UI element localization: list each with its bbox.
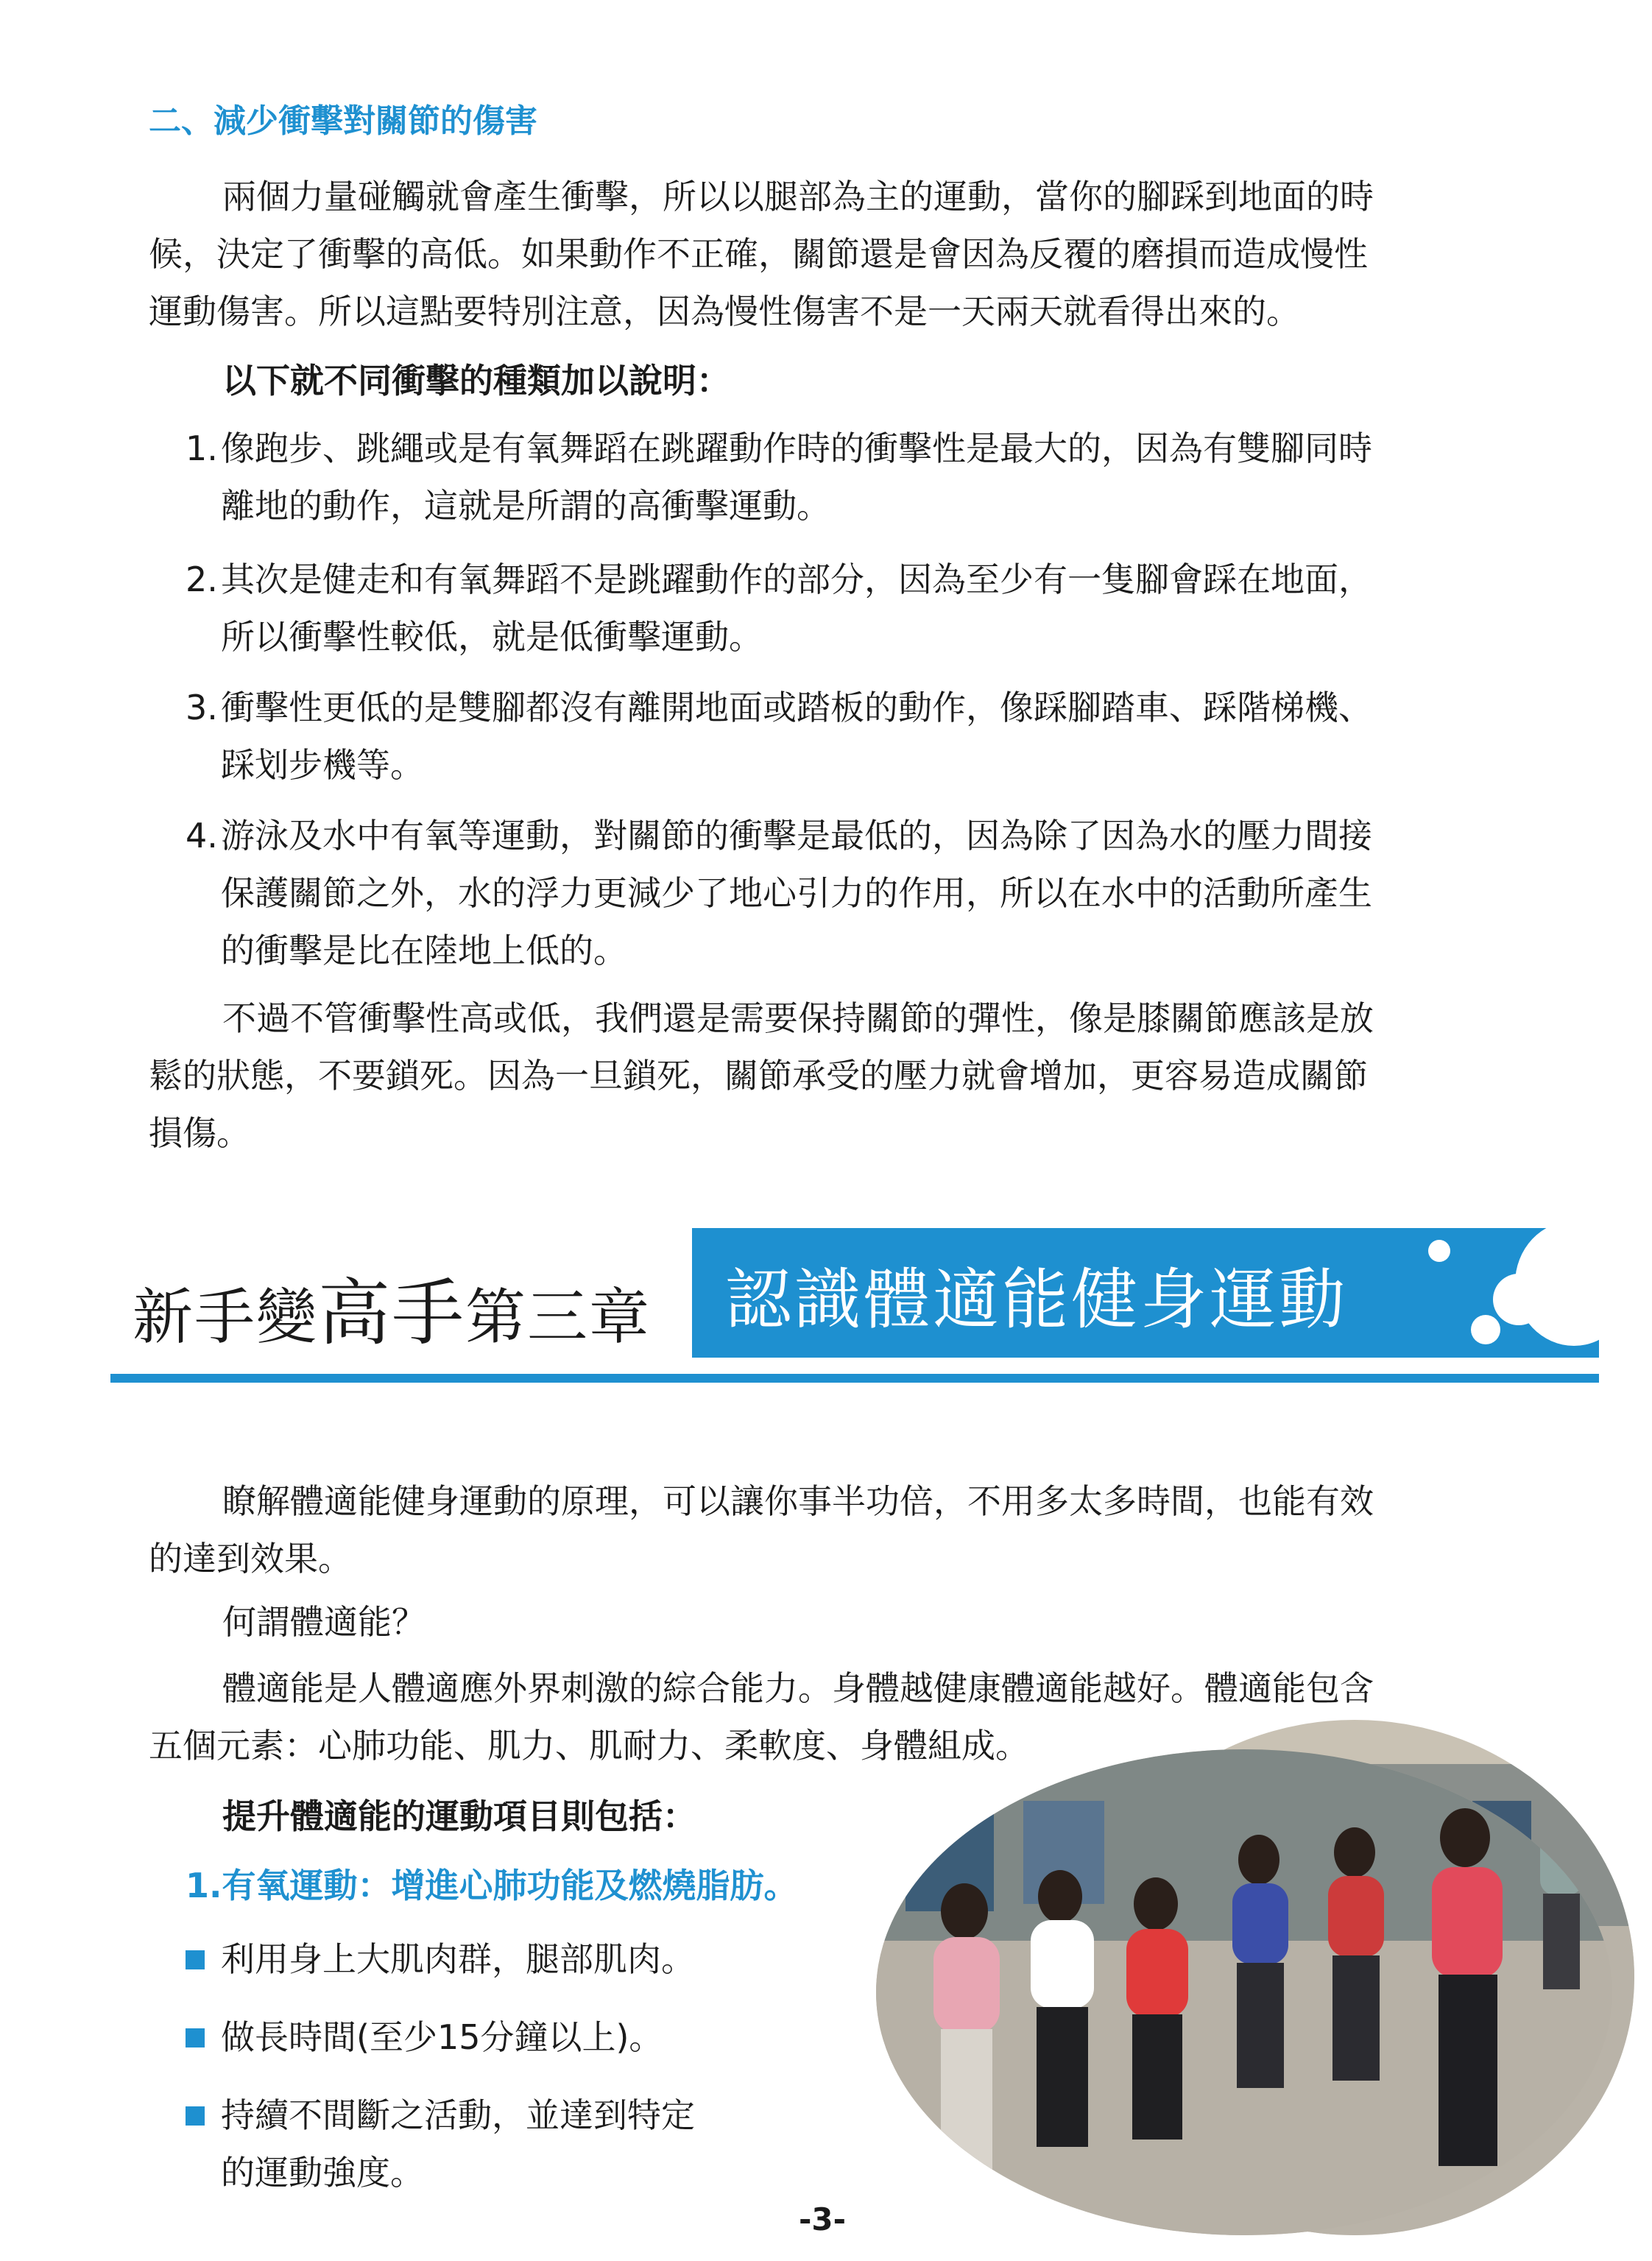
list-item-line: 其次是健走和有氧舞蹈不是跳躍動作的部分，因為至少有一隻腳會踩在地面，: [221, 560, 1372, 599]
photo-illustration: [876, 1749, 1612, 2235]
bullet-item: [186, 1930, 695, 1988]
bullet-text: 的運動強度。: [221, 2153, 424, 2193]
paragraph-principle: [149, 1472, 1533, 1587]
list-item-line: 像跑步、跳繩或是有氧舞蹈在跳躍動作時的衝擊性是最大的，因為有雙腳同時: [221, 428, 1372, 468]
chapter-label-part: 高手: [318, 1271, 466, 1355]
decor-dot: [1471, 1315, 1500, 1344]
paragraph-line: 兩個力量碰觸就會產生衝擊，所以以腿部為主的運動，當你的腳踩到地面的時: [222, 177, 1374, 216]
paragraph-joint: [149, 990, 1533, 1162]
bullet-square-icon: [186, 1950, 205, 1969]
paragraph-impact: [149, 168, 1533, 340]
paragraph-line: 體適能是人體適應外界刺激的綜合能力。身體越健康體適能越好。體適能包含: [222, 1668, 1374, 1708]
bullet-item: [186, 2087, 695, 2201]
chapter-label-part: 新手變: [133, 1283, 319, 1352]
list-item-line: 的衝擊是比在陸地上低的。: [221, 931, 627, 970]
paragraph-line: 不過不管衝擊性高或低，我們還是需要保持關節的彈性，像是膝關節應該是放: [222, 998, 1374, 1038]
list-item-number: 3.: [186, 688, 218, 727]
chapter-label-part: 第三章: [465, 1283, 652, 1352]
bullet-item: [186, 2008, 663, 2066]
bullet-text: 持續不間斷之活動，並達到特定: [221, 2095, 695, 2135]
list-item: [186, 420, 1533, 535]
bullet-square-icon: [186, 2106, 205, 2126]
list-item-number: 1.: [186, 428, 218, 468]
list-item: [186, 807, 1533, 979]
paragraph-line: 五個元素：心肺功能、肌力、肌耐力、柔軟度、身體組成。: [149, 1726, 1029, 1766]
paragraph-line: 候，決定了衝擊的高低。如果動作不正確，關節還是會因為反覆的磨損而造成慢性: [149, 234, 1368, 274]
list-item: [186, 679, 1533, 794]
subheading-aerobic: 1.有氧運動：增進心肺功能及燃燒脂肪。: [186, 1866, 798, 1905]
paragraph-line: 的達到效果。: [149, 1539, 352, 1579]
bullet-text: 做長時間(至少15分鐘以上)。: [221, 2017, 663, 2057]
photo-group-exercise-main: [876, 1749, 1612, 2235]
list-item: [186, 551, 1533, 666]
decor-circle: [1493, 1274, 1545, 1325]
list-item-line: 離地的動作，這就是所謂的高衝擊運動。: [221, 486, 830, 526]
list-item-line: 踩划步機等。: [221, 745, 424, 785]
decor-dot: [1428, 1240, 1450, 1262]
list-item-number: 4.: [186, 816, 218, 856]
paragraph-line: 瞭解體適能健身運動的原理，可以讓你事半功倍，不用多太多時間，也能有效: [222, 1481, 1374, 1521]
list-item-line: 保護關節之外，水的浮力更減少了地心引力的作用，所以在水中的活動所產生: [221, 873, 1372, 913]
list-item-number: 2.: [186, 560, 218, 599]
question-line: 何謂體適能？: [222, 1602, 426, 1642]
list-item-line: 所以衝擊性較低，就是低衝擊運動。: [221, 617, 763, 657]
page-number: -3-: [799, 2201, 847, 2237]
section-heading: 二、減少衝擊對關節的傷害: [149, 102, 537, 140]
paragraph-line: 損傷。: [149, 1113, 250, 1153]
chapter-underline: [110, 1374, 1599, 1383]
chapter-label: [133, 1271, 652, 1355]
paragraph-line: 鬆的狀態，不要鎖死。因為一旦鎖死，關節承受的壓力就會增加，更容易造成關節: [149, 1056, 1368, 1096]
list-intro: 提升體適能的運動項目則包括：: [222, 1796, 696, 1836]
list-item-line: 衝擊性更低的是雙腳都沒有離開地面或踏板的動作，像踩腳踏車、踩階梯機、: [221, 688, 1372, 727]
list-intro: 以下就不同衝擊的種類加以說明：: [222, 361, 730, 401]
chapter-title: 認識體適能健身運動: [725, 1261, 1348, 1338]
bullet-square-icon: [186, 2028, 205, 2047]
paragraph-line: 運動傷害。所以這點要特別注意，因為慢性傷害不是一天兩天就看得出來的。: [149, 292, 1300, 331]
list-item-line: 游泳及水中有氧等運動，對關節的衝擊是最低的，因為除了因為水的壓力間接: [221, 816, 1372, 856]
bullet-text: 利用身上大肌肉群，腿部肌肉。: [221, 1939, 695, 1979]
